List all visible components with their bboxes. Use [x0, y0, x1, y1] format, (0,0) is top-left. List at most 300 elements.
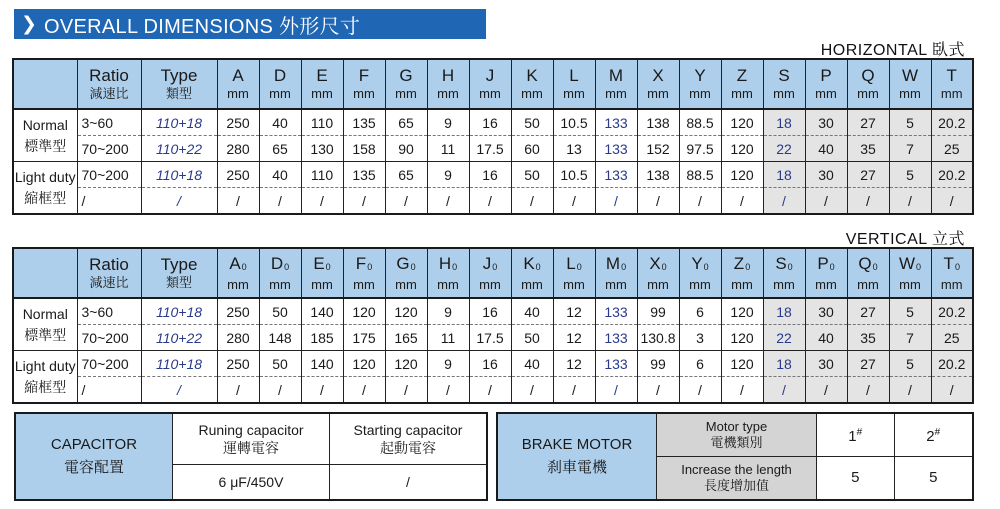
vertical-col-unit-e: mm — [311, 276, 333, 292]
capacitor-label: CAPACITOR — [50, 436, 138, 453]
horizontal-col-unit-l: mm — [563, 86, 585, 101]
vertical-col-sub-k: 0 — [535, 261, 541, 272]
horizontal-header-w — [889, 59, 931, 109]
horizontal-col-label-a — [218, 66, 259, 86]
table-cell: 65 — [385, 109, 427, 136]
table-cell: 18 — [763, 351, 805, 377]
vertical-header-h — [427, 248, 469, 298]
vertical-header-w — [889, 248, 931, 298]
table-cell: / — [511, 377, 553, 404]
table-cell: 5 — [889, 351, 931, 377]
vertical-col-sub-f: 0 — [367, 261, 373, 272]
horizontal-label: HORIZONTAL 臥式 — [820, 42, 965, 59]
table-cell: 138 — [637, 109, 679, 136]
table-cell: 65 — [259, 136, 301, 162]
group-label-zh: 縮框型 — [24, 189, 67, 206]
horizontal-header-blank — [13, 59, 77, 109]
horizontal-header-x — [637, 59, 679, 109]
horizontal-col-letter-e: E — [316, 66, 328, 85]
brake-motor-label-zh: 刹車電機 — [546, 459, 607, 476]
table-cell: 152 — [637, 136, 679, 162]
vertical-header-z — [721, 248, 763, 298]
table-cell: 5 — [889, 109, 931, 136]
table-cell: 9 — [427, 298, 469, 325]
vertical-col-sub-a: 0 — [241, 261, 247, 272]
table-cell: 120 — [721, 162, 763, 188]
horizontal-col-unit-s: mm — [773, 86, 795, 101]
group-label-en: Light duty — [14, 357, 76, 374]
section-title: OVERALL DIMENSIONS 外形尺寸 — [44, 15, 361, 38]
vertical-col-label-g — [386, 254, 427, 277]
horizontal-col-label-q — [848, 66, 889, 86]
table-cell: 70~200 — [77, 136, 141, 162]
horizontal-header-m — [595, 59, 637, 109]
horizontal-col-unit-j: mm — [479, 86, 501, 101]
vertical-col-label-t — [932, 254, 973, 277]
vertical-col-letter-z: Z — [733, 253, 745, 273]
vertical-col-label-h — [428, 254, 469, 277]
table-cell: 20.2 — [931, 109, 973, 136]
vertical-header-type — [141, 248, 217, 298]
vertical-col-letter-a: A — [229, 253, 241, 273]
vertical-col-sub-q: 0 — [872, 261, 878, 272]
running-capacitor-label: Runing capacitor — [198, 422, 304, 438]
horizontal-header-a — [217, 59, 259, 109]
table-cell: 133 — [595, 109, 637, 136]
table-cell: / — [385, 377, 427, 404]
capacitor-label-cell — [16, 414, 173, 499]
table-cell: / — [679, 377, 721, 404]
motor-type-1-number: 1 — [848, 427, 857, 445]
table-cell: 140 — [301, 298, 343, 325]
motor-type-2 — [895, 414, 973, 457]
horizontal-col-unit-y: mm — [689, 86, 711, 101]
horizontal-col-unit-k: mm — [521, 86, 543, 101]
vertical-col-letter-w: W — [898, 253, 916, 273]
horizontal-col-unit-w: mm — [899, 86, 921, 101]
table-cell: 88.5 — [679, 162, 721, 188]
table-cell: / — [721, 377, 763, 404]
increase-length-label-zh: 長度增加值 — [703, 477, 769, 493]
vertical-col-label-l — [554, 254, 595, 277]
horizontal-col-unit-z: mm — [731, 86, 753, 101]
horizontal-col-label-g — [386, 66, 427, 86]
vertical-header-ratio — [77, 248, 141, 298]
table-cell: / — [343, 188, 385, 215]
vertical-col-letter-l: L — [566, 253, 576, 273]
starting-capacitor-column — [330, 414, 486, 499]
horizontal-col-label-p — [806, 66, 847, 86]
table-cell: / — [469, 188, 511, 215]
table-row — [13, 298, 973, 325]
table-cell: 30 — [805, 109, 847, 136]
horizontal-col-unit-p: mm — [815, 86, 837, 101]
table-row — [13, 325, 973, 351]
table-cell: 130.8 — [637, 325, 679, 351]
horizontal-col-letter-k: K — [526, 66, 538, 85]
vertical-col-label-j — [470, 254, 511, 277]
vertical-col-sub-h: 0 — [452, 261, 458, 272]
running-capacitor-label-zh: 運轉電容 — [223, 440, 279, 456]
table-cell: 70~200 — [77, 325, 141, 351]
table-cell: 12 — [553, 298, 595, 325]
table-cell: / — [217, 377, 259, 404]
table-cell: 40 — [805, 325, 847, 351]
horizontal-group-light-duty — [13, 162, 77, 215]
group-label-en: Normal — [22, 116, 68, 133]
table-cell: 120 — [721, 351, 763, 377]
table-cell: 148 — [259, 325, 301, 351]
table-row — [13, 351, 973, 377]
motor-type-header — [657, 414, 817, 457]
vertical-col-unit-d: mm — [269, 276, 291, 292]
motor-type-1 — [817, 414, 895, 457]
vertical-col-sub-j: 0 — [492, 261, 498, 272]
table-cell: / — [889, 377, 931, 404]
table-cell: 250 — [217, 298, 259, 325]
table-cell: 18 — [763, 162, 805, 188]
vertical-col-unit-j: mm — [479, 276, 501, 292]
horizontal-col-unit-m: mm — [605, 86, 627, 101]
table-cell: 135 — [343, 162, 385, 188]
table-cell: 3~60 — [77, 109, 141, 136]
vertical-col-label-k — [512, 254, 553, 277]
horizontal-header-z — [721, 59, 763, 109]
horizontal-type-sub: 類型 — [165, 86, 192, 101]
vertical-header-s — [763, 248, 805, 298]
horizontal-col-letter-f: F — [358, 66, 370, 85]
vertical-col-letter-m: M — [605, 253, 621, 273]
vertical-header-m — [595, 248, 637, 298]
vertical-col-unit-p: mm — [815, 276, 837, 292]
table-cell: 25 — [931, 136, 973, 162]
horizontal-col-letter-m: M — [608, 66, 624, 85]
vertical-col-label-w — [890, 254, 931, 277]
vertical-col-unit-t: mm — [940, 276, 963, 292]
vertical-col-letter-j: J — [482, 253, 492, 273]
vertical-header-y — [679, 248, 721, 298]
horizontal-col-label-y — [680, 66, 721, 86]
table-cell: 185 — [301, 325, 343, 351]
table-cell: / — [217, 188, 259, 215]
vertical-col-sub-e: 0 — [325, 261, 331, 272]
table-cell: 175 — [343, 325, 385, 351]
table-cell: 17.5 — [469, 325, 511, 351]
table-cell: 10.5 — [553, 109, 595, 136]
vertical-header-g — [385, 248, 427, 298]
table-cell: 110+22 — [141, 136, 217, 162]
motor-type-2-mark: # — [934, 426, 941, 438]
vertical-col-unit-k: mm — [521, 276, 543, 292]
vertical-col-label-e — [302, 254, 343, 277]
vertical-col-label-m — [596, 254, 637, 277]
table-cell: 40 — [511, 351, 553, 377]
table-cell: 9 — [427, 162, 469, 188]
horizontal-col-letter-p: P — [820, 66, 832, 85]
table-cell: 16 — [469, 109, 511, 136]
vertical-col-unit-x: mm — [647, 276, 669, 292]
horizontal-header-k — [511, 59, 553, 109]
vertical-group-normal — [13, 298, 77, 351]
vertical-col-unit-a: mm — [227, 276, 249, 292]
table-cell: 133 — [595, 298, 637, 325]
table-cell: 120 — [721, 298, 763, 325]
vertical-col-sub-z: 0 — [745, 261, 751, 272]
table-cell: / — [259, 377, 301, 404]
horizontal-ratio-label: Ratio — [89, 66, 129, 85]
running-capacitor-column — [173, 414, 330, 499]
table-cell: 3 — [679, 325, 721, 351]
horizontal-header-t — [931, 59, 973, 109]
vertical-header-d — [259, 248, 301, 298]
horizontal-col-label-z — [722, 66, 763, 86]
vertical-col-label-d — [260, 254, 301, 277]
table-cell: 70~200 — [77, 351, 141, 377]
table-cell: 22 — [763, 325, 805, 351]
table-cell: 20.2 — [931, 351, 973, 377]
vertical-col-sub-w: 0 — [916, 261, 922, 272]
table-cell: 110+18 — [141, 298, 217, 325]
table-cell: 9 — [427, 109, 469, 136]
horizontal-col-label-s — [764, 66, 805, 86]
table-cell: 99 — [637, 298, 679, 325]
vertical-header-a — [217, 248, 259, 298]
horizontal-col-label-w — [890, 66, 931, 86]
table-cell: 60 — [511, 136, 553, 162]
vertical-col-label-s — [764, 254, 805, 277]
table-cell: 16 — [469, 351, 511, 377]
brake-motor-table — [496, 412, 974, 501]
table-cell: 120 — [721, 136, 763, 162]
vertical-col-sub-y: 0 — [703, 261, 709, 272]
horizontal-group-normal — [13, 109, 77, 162]
section-title-bar — [14, 9, 486, 39]
table-cell: 27 — [847, 298, 889, 325]
group-label-zh: 標準型 — [24, 137, 67, 154]
horizontal-col-label-d — [260, 66, 301, 86]
horizontal-col-label-h — [428, 66, 469, 86]
running-capacitor-header — [173, 414, 329, 465]
table-cell: 120 — [721, 325, 763, 351]
vertical-col-letter-h: H — [438, 253, 452, 273]
vertical-col-unit-l: mm — [563, 276, 585, 292]
vertical-header-l — [553, 248, 595, 298]
table-cell: / — [259, 188, 301, 215]
table-row — [13, 136, 973, 162]
vertical-header-e — [301, 248, 343, 298]
table-cell: 22 — [763, 136, 805, 162]
table-cell: / — [595, 377, 637, 404]
table-cell: 120 — [385, 298, 427, 325]
table-cell: / — [847, 188, 889, 215]
horizontal-header-y — [679, 59, 721, 109]
vertical-col-unit-g: mm — [395, 276, 417, 292]
vertical-col-letter-q: Q — [858, 253, 872, 273]
table-cell: 50 — [511, 162, 553, 188]
table-cell: 7 — [889, 136, 931, 162]
table-cell: / — [511, 188, 553, 215]
table-cell: 120 — [343, 298, 385, 325]
vertical-col-label-p — [806, 254, 847, 277]
table-cell: 250 — [217, 351, 259, 377]
table-cell: / — [553, 188, 595, 215]
horizontal-col-label-t — [932, 66, 973, 86]
table-cell: 30 — [805, 162, 847, 188]
vertical-col-unit-z: mm — [731, 276, 753, 292]
horizontal-col-unit-g: mm — [395, 86, 417, 101]
brake-motor-label: BRAKE MOTOR — [521, 436, 633, 453]
horizontal-header-type — [141, 59, 217, 109]
horizontal-col-unit-q: mm — [857, 86, 879, 101]
table-cell: 65 — [385, 162, 427, 188]
vertical-col-sub-p: 0 — [829, 261, 835, 272]
table-cell: / — [805, 188, 847, 215]
table-cell: / — [141, 377, 217, 404]
horizontal-col-label-m — [596, 66, 637, 86]
table-cell: 16 — [469, 162, 511, 188]
horizontal-col-letter-y: Y — [694, 66, 706, 85]
table-cell: 50 — [259, 298, 301, 325]
table-cell: / — [427, 188, 469, 215]
vertical-label: VERTICAL 立式 — [845, 231, 965, 248]
vertical-header-p — [805, 248, 847, 298]
starting-capacitor-header — [330, 414, 486, 465]
vertical-col-label-f — [344, 254, 385, 277]
vertical-col-letter-p: P — [817, 253, 829, 273]
horizontal-header-g — [385, 59, 427, 109]
horizontal-col-letter-x: X — [652, 66, 664, 85]
horizontal-header-q — [847, 59, 889, 109]
horizontal-col-letter-s: S — [778, 66, 790, 85]
table-cell: 11 — [427, 325, 469, 351]
vertical-header-q — [847, 248, 889, 298]
running-capacitor-value: 6 μF/450V — [218, 474, 284, 490]
vertical-header-f — [343, 248, 385, 298]
vertical-col-letter-y: Y — [691, 253, 703, 273]
vertical-col-label-q — [848, 254, 889, 277]
group-label-zh: 縮框型 — [24, 378, 67, 395]
table-cell: 40 — [511, 298, 553, 325]
vertical-type-label: Type — [160, 255, 198, 274]
table-cell: / — [595, 188, 637, 215]
table-cell: / — [721, 188, 763, 215]
table-cell: / — [427, 377, 469, 404]
table-cell: 158 — [343, 136, 385, 162]
table-cell: 99 — [637, 351, 679, 377]
horizontal-header-s — [763, 59, 805, 109]
horizontal-dimensions-table — [12, 58, 974, 215]
table-cell: 18 — [763, 109, 805, 136]
table-cell: 7 — [889, 325, 931, 351]
horizontal-type-label: Type — [160, 66, 198, 85]
table-cell: 110+18 — [141, 162, 217, 188]
horizontal-col-letter-t: T — [946, 66, 957, 85]
table-cell: 6 — [679, 351, 721, 377]
table-cell: 35 — [847, 325, 889, 351]
table-cell: 50 — [259, 351, 301, 377]
motor-type-2-number: 2 — [926, 427, 935, 445]
table-cell: 16 — [469, 298, 511, 325]
horizontal-col-letter-j: J — [485, 66, 495, 85]
vertical-col-sub-x: 0 — [661, 261, 667, 272]
table-cell: 110+22 — [141, 325, 217, 351]
table-cell: 40 — [259, 162, 301, 188]
horizontal-col-unit-h: mm — [437, 86, 459, 101]
vertical-col-sub-d: 0 — [284, 261, 290, 272]
table-cell: 133 — [595, 351, 637, 377]
motor-type-1-mark: # — [856, 426, 863, 438]
horizontal-header-l — [553, 59, 595, 109]
horizontal-ratio-sub: 減速比 — [89, 86, 129, 101]
table-cell: 30 — [805, 298, 847, 325]
table-cell: 11 — [427, 136, 469, 162]
starting-capacitor-label-zh: 起動電容 — [380, 440, 436, 456]
table-row — [13, 162, 973, 188]
horizontal-header-ratio — [77, 59, 141, 109]
group-label-zh: 標準型 — [24, 326, 67, 343]
vertical-col-sub-g: 0 — [410, 261, 416, 272]
vertical-col-label-a — [218, 254, 259, 277]
vertical-type-sub: 類型 — [165, 275, 192, 290]
horizontal-col-label-x — [638, 66, 679, 86]
vertical-col-unit-h: mm — [437, 276, 459, 292]
horizontal-header-j — [469, 59, 511, 109]
table-cell: 12 — [553, 325, 595, 351]
table-cell: 25 — [931, 325, 973, 351]
vertical-col-letter-d: D — [270, 253, 284, 273]
table-cell: 110+18 — [141, 351, 217, 377]
table-cell: 110 — [301, 162, 343, 188]
table-cell: 13 — [553, 136, 595, 162]
table-cell: 6 — [679, 298, 721, 325]
table-cell: 250 — [217, 109, 259, 136]
table-cell: 20.2 — [931, 298, 973, 325]
table-cell: / — [553, 377, 595, 404]
table-cell: 27 — [847, 351, 889, 377]
table-cell: 110 — [301, 109, 343, 136]
capacitor-label-zh: 電容配置 — [63, 459, 124, 476]
vertical-group-light-duty — [13, 351, 77, 404]
table-cell: 250 — [217, 162, 259, 188]
table-cell: / — [931, 377, 973, 404]
horizontal-header-h — [427, 59, 469, 109]
vertical-col-letter-x: X — [649, 253, 661, 273]
horizontal-col-label-l — [554, 66, 595, 86]
vertical-col-label-y — [680, 254, 721, 277]
vertical-col-unit-m: mm — [605, 276, 627, 292]
vertical-col-unit-f: mm — [353, 276, 375, 292]
brake-motor-grid — [657, 414, 972, 499]
table-cell: 5 — [889, 298, 931, 325]
vertical-header-t — [931, 248, 973, 298]
table-cell: / — [931, 188, 973, 215]
horizontal-col-unit-x: mm — [647, 86, 669, 101]
table-cell: / — [301, 377, 343, 404]
table-cell: / — [77, 188, 141, 215]
table-cell: / — [679, 188, 721, 215]
horizontal-col-letter-l: L — [569, 66, 579, 85]
horizontal-col-label-f — [344, 66, 385, 86]
vertical-col-letter-k: K — [523, 253, 535, 273]
horizontal-header-e — [301, 59, 343, 109]
table-cell: 20.2 — [931, 162, 973, 188]
horizontal-col-unit-e: mm — [311, 86, 333, 101]
table-row — [13, 377, 973, 404]
table-cell: 35 — [847, 136, 889, 162]
table-cell: 9 — [427, 351, 469, 377]
table-cell: 280 — [217, 325, 259, 351]
table-cell: 27 — [847, 162, 889, 188]
